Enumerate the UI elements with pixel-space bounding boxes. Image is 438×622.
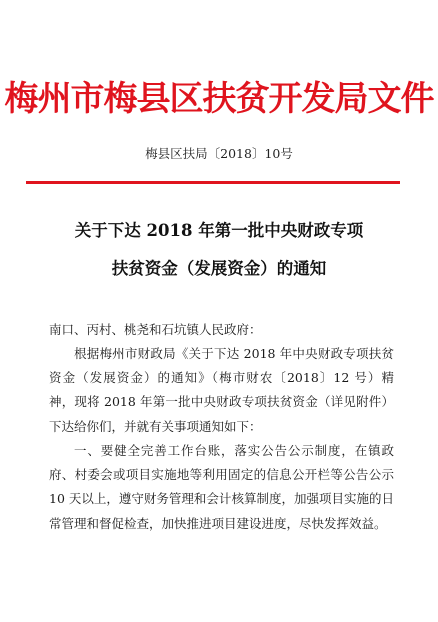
addressee: 南口、丙村、桃尧和石坑镇人民政府： bbox=[49, 322, 262, 337]
document-number: 梅县区扶局〔2018〕10号 bbox=[145, 146, 293, 161]
notice-title-line-1: 关于下达 2018 年第一批中央财政专项 bbox=[74, 221, 364, 240]
body-paragraph-1: 根据梅州市财政局《关于下达 2018 年中央财政专项扶贫资金（发展资金）的通知》（梅市财农〔2018〕12 号）精神，现将 2018 年第一批中央财政专项扶贫资金（详见附件）下达给你们，并就有关事项通知如下： bbox=[49, 346, 394, 434]
red-header-title: 梅州市梅县区扶贫开发局文件 bbox=[4, 79, 434, 119]
red-divider-line bbox=[26, 181, 400, 184]
notice-title-line-2: 扶贫资金（发展资金）的通知 bbox=[111, 259, 327, 278]
body-paragraph-2: 一、要健全完善工作台账，落实公告公示制度，在镇政府、村委会或项目实施地等利用固定的信息公开栏等公告公示 10 天以上，遵守财务管理和会计核算制度，加强项目实施的日常管理和督促检查，加快推进项目建设进度，尽快发挥效益。 bbox=[49, 443, 394, 531]
